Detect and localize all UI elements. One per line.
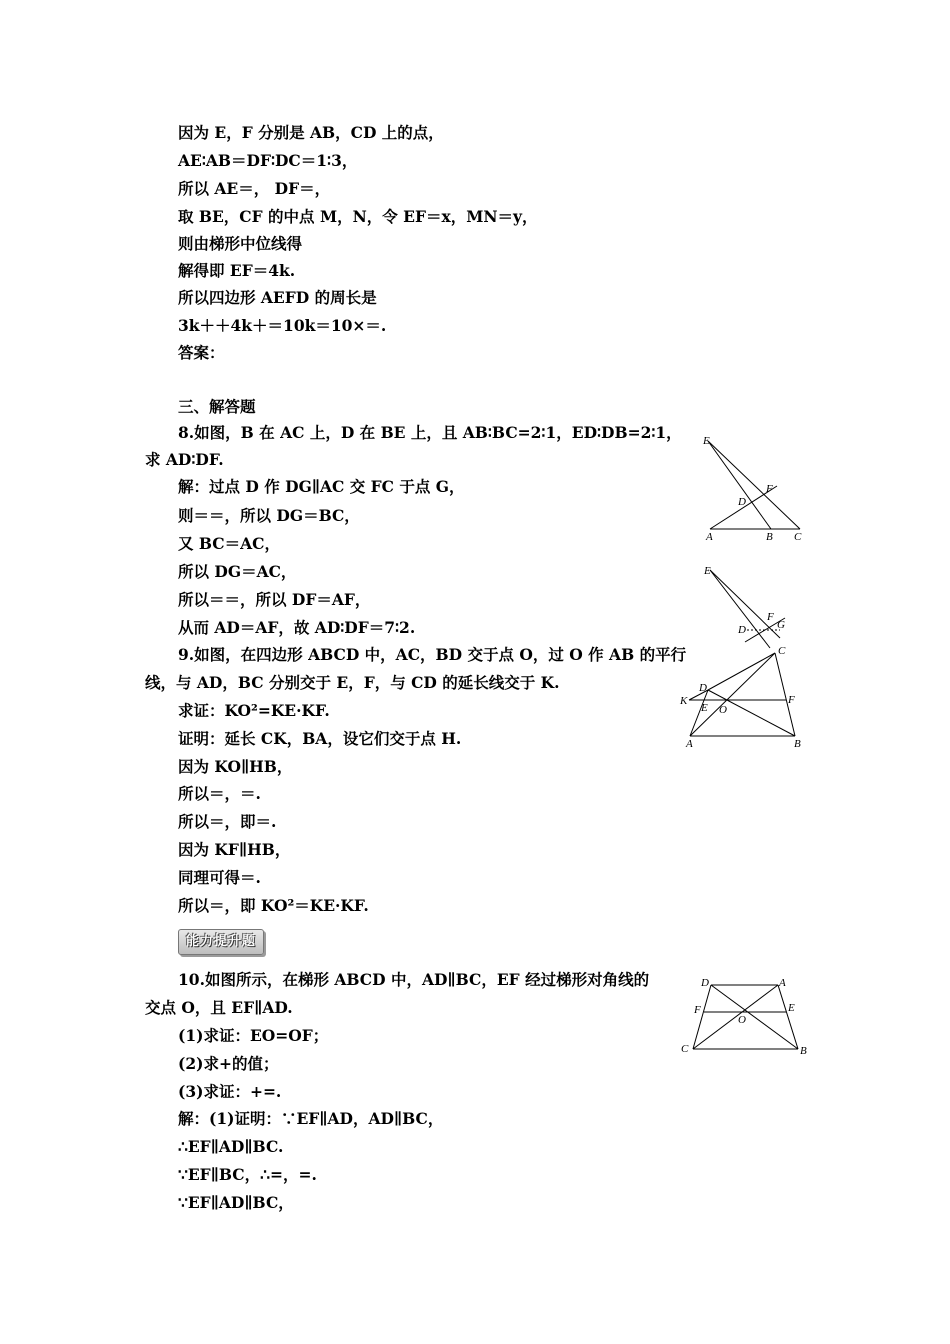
label-f: F <box>788 694 795 706</box>
figure-problem-8-auxiliary <box>695 560 805 650</box>
text-line: 求证：KO²=KE·KF. <box>178 701 330 720</box>
text-line: (1)求证：EO=OF； <box>178 1026 329 1045</box>
label-d: D <box>738 496 746 508</box>
text-line: 所以＝，＝. <box>178 784 261 803</box>
text-line: 因为 E，F 分别是 AB，CD 上的点， <box>178 123 444 142</box>
text-line: (2)求+的值； <box>178 1054 279 1073</box>
problem-9-statement: 线，与 AD，BC 分别交于 E，F，与 CD 的延长线交于 K. <box>145 673 560 692</box>
label-c: C <box>778 645 786 657</box>
label-f: F <box>694 1004 701 1016</box>
text-line: 所以四边形 AEFD 的周长是 <box>178 288 377 307</box>
label-o: O <box>738 1014 746 1026</box>
text-line: ∴EF∥AD∥BC. <box>178 1137 284 1156</box>
label-e: E <box>703 435 710 447</box>
text-line: 所以＝，即＝. <box>178 812 277 831</box>
label-k: K <box>680 695 688 707</box>
problem-8-statement: 求 AD∶DF. <box>145 450 224 469</box>
problem-10-statement: 交点 O，且 EF∥AD. <box>145 998 293 1017</box>
text-line: 解得即 EF＝4k. <box>178 261 296 280</box>
label-e: E <box>788 1002 795 1014</box>
text-line: 解：过点 D 作 DG∥AC 交 FC 于点 G， <box>178 477 465 496</box>
problem-10-statement: 10.如图所示，在梯形 ABCD 中，AD∥BC，EF 经过梯形对角线的 <box>178 970 650 989</box>
figure-problem-9 <box>675 640 815 752</box>
text-line: 所以＝＝，所以 DF＝AF， <box>178 590 371 609</box>
text-line: 解：(1)证明：∵EF∥AD，AD∥BC， <box>178 1109 444 1128</box>
label-d: D <box>701 977 709 989</box>
text-line: 证明：延长 CK，BA，设它们交于点 H. <box>178 729 462 748</box>
text-line: 因为 KF∥HB， <box>178 840 291 859</box>
text-line: AE∶AB＝DF∶DC＝1∶3， <box>178 151 358 170</box>
text-line: 同理可得＝. <box>178 868 261 887</box>
problem-9-statement: 9.如图，在四边形 ABCD 中，AC，BD 交于点 O，过 O 作 AB 的平行 <box>178 645 687 664</box>
label-d: D <box>699 682 707 694</box>
label-f: F <box>767 611 774 623</box>
text-line: 则由梯形中位线得 <box>178 234 303 253</box>
section-heading: 三、解答题 <box>178 397 256 416</box>
text-line: 从而 AD＝AF，故 AD∶DF＝7∶2. <box>178 618 416 637</box>
answer-label: 答案： <box>178 343 225 362</box>
text-line: 所以 DG＝AC， <box>178 562 297 581</box>
label-b: B <box>800 1045 807 1057</box>
text-line: 取 BE，CF 的中点 M，N，令 EF＝x，MN＝y， <box>178 207 538 226</box>
label-b: B <box>766 531 773 543</box>
text-line: 所以＝，即 KO²＝KE·KF. <box>178 896 369 915</box>
label-b: B <box>794 738 801 750</box>
text-line: (3)求证：+=. <box>178 1082 282 1101</box>
figure-problem-8 <box>695 430 815 545</box>
label-e: E <box>704 565 711 577</box>
text-line: 则＝＝，所以 DG＝BC， <box>178 506 360 525</box>
label-c: C <box>794 531 802 543</box>
label-e: E <box>701 702 708 714</box>
label-f: F <box>766 483 773 495</box>
text-line: 又 BC＝AC， <box>178 534 280 553</box>
text-line: 所以 AE＝， DF＝， <box>178 179 331 198</box>
label-o: O <box>719 704 727 716</box>
text-line: ∵EF∥AD∥BC， <box>178 1193 294 1212</box>
label-g: G <box>777 619 785 631</box>
text-line: 3k＋＋4k＋＝10k＝10×＝. <box>178 316 387 335</box>
text-line: 因为 KO∥HB， <box>178 757 293 776</box>
label-d: D <box>738 624 746 636</box>
label-a: A <box>706 531 713 543</box>
ability-improvement-badge: 能力提升题 <box>178 929 264 955</box>
label-a: A <box>779 977 786 989</box>
problem-8-statement: 8.如图，B 在 AC 上，D 在 BE 上，且 AB∶BC=2∶1，ED∶DB=2∶1， <box>178 423 682 442</box>
text-line: ∵EF∥BC，∴=，=. <box>178 1165 317 1184</box>
figure-problem-10 <box>675 972 815 1062</box>
label-c: C <box>681 1043 689 1055</box>
label-a: A <box>686 738 693 750</box>
